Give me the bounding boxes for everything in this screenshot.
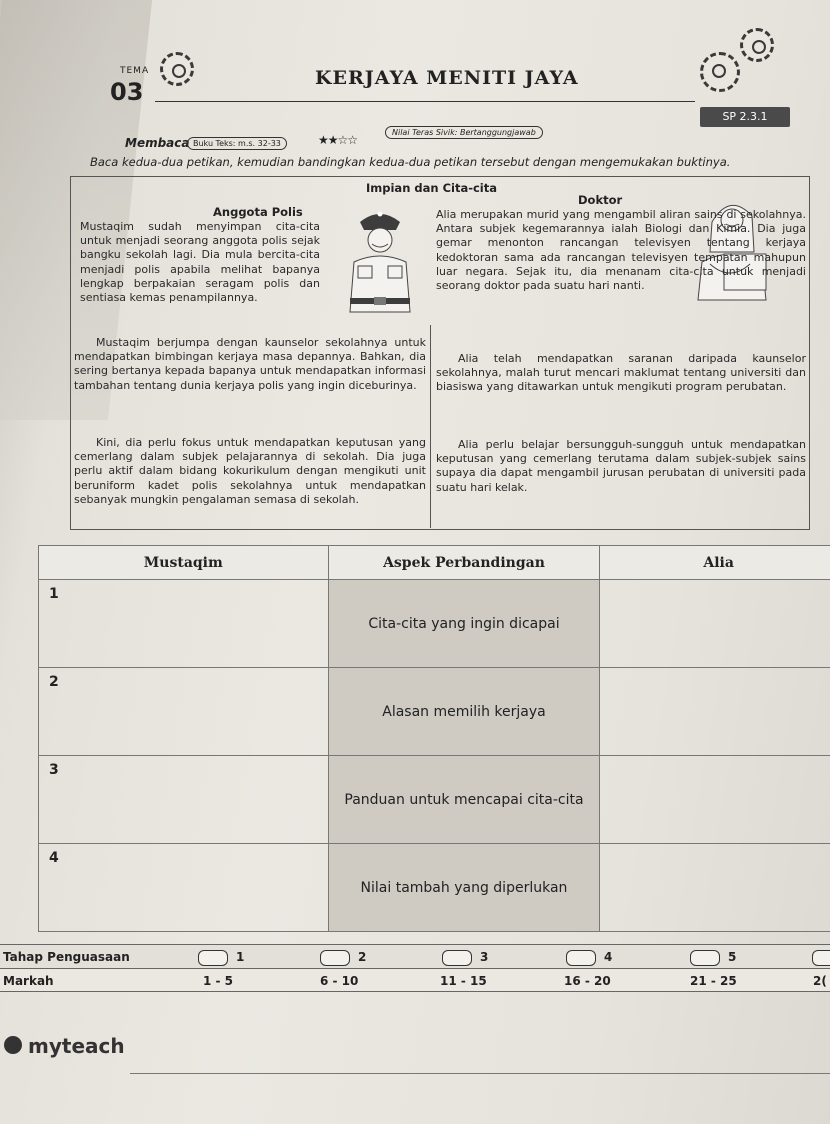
row-number: 4: [49, 850, 59, 866]
aspect-cell: Nilai tambah yang diperlukan: [328, 844, 600, 932]
level-number: 1: [236, 950, 245, 964]
column-divider: [430, 325, 431, 528]
table-row: [39, 668, 830, 756]
column-header-mustaqim: Mustaqim: [39, 546, 329, 580]
mark-range: 21 - 25: [690, 974, 737, 988]
right-paragraph-1: Alia merupakan murid yang mengambil aliran sains di sekolahnya. Antara subjek kegemarannya ialah Biologi dan Kimia. Dia juga gemar menonton rancangan televisyen tentang kerjaya kedoktoran sama ada rancangan televisyen tempatan mahupun luar negara. Sejak itu, dia menanam cita-cita untuk menjadi seorang doktor pada suatu hari nanti.: [436, 208, 806, 293]
left-paragraph-3: Kini, dia perlu fokus untuk mendapatkan keputusan yang cemerlang dalam subjek pelajarannya di sekolah. Dia juga perlu aktif dalam bidang kokurikulum dengan mengikuti unit beruniform kadet polis sekolahnya untuk mendapatkan sebanyak mungkin pengalaman semasa di sekolah.: [74, 436, 426, 506]
aspect-cell: Alasan memilih kerjaya: [328, 668, 600, 756]
mark-range: 11 - 15: [440, 974, 487, 988]
answer-cell-alia-3[interactable]: [600, 756, 830, 844]
tahap-row: [0, 944, 830, 968]
difficulty-stars-icon: ★★☆☆: [318, 133, 358, 147]
level-checkbox-3[interactable]: [442, 950, 472, 966]
tahap-label: Tahap Penguasaan: [3, 950, 130, 964]
column-header-aspect: Aspek Perbandingan: [328, 546, 600, 580]
instruction-text: Baca kedua-dua petikan, kemudian bandingkan kedua-dua petikan tersebut dengan mengemukakan buktinya.: [90, 155, 731, 169]
gear-icon: [160, 52, 194, 86]
answer-cell-alia-4[interactable]: [600, 844, 830, 932]
level-number: 5: [728, 950, 737, 964]
mark-range: 2(: [813, 974, 827, 988]
answer-cell-alia-2[interactable]: [600, 668, 830, 756]
mark-range: 16 - 20: [564, 974, 611, 988]
gear-icon: [740, 28, 774, 62]
answer-cell-mustaqim-1[interactable]: [39, 580, 329, 668]
mastery-level-strip: [0, 944, 830, 992]
level-checkbox-2[interactable]: [320, 950, 350, 966]
tema-number: 03: [110, 78, 144, 106]
answer-cell-mustaqim-4[interactable]: [39, 844, 329, 932]
tema-label: TEMA: [120, 66, 150, 76]
footer-rule: [130, 1073, 830, 1074]
column-header-alia: Alia: [600, 546, 830, 580]
level-checkbox-1[interactable]: [198, 950, 228, 966]
answer-cell-alia-1[interactable]: [600, 580, 830, 668]
table-row: [39, 756, 830, 844]
table-row: [39, 844, 830, 932]
logo-dot-icon: [4, 1036, 22, 1054]
page-title: KERJAYA MENITI JAYA: [315, 67, 579, 89]
myteach-logo: [10, 1034, 125, 1058]
level-checkbox-5[interactable]: [690, 950, 720, 966]
level-number: 3: [480, 950, 489, 964]
answer-cell-mustaqim-2[interactable]: [39, 668, 329, 756]
gear-icon: [700, 52, 740, 92]
row-number: 1: [49, 586, 59, 602]
sp-code-badge: SP 2.3.1: [700, 107, 790, 127]
level-checkbox-4[interactable]: [566, 950, 596, 966]
buku-teks-tag: Buku Teks: m.s. 32-33: [187, 137, 287, 150]
logo-text: myteach: [28, 1034, 125, 1058]
right-passage-title: Doktor: [578, 193, 623, 207]
header-rule: [155, 101, 695, 102]
answer-cell-mustaqim-3[interactable]: [39, 756, 329, 844]
table-row: [39, 580, 830, 668]
row-number: 2: [49, 674, 59, 690]
police-officer-illustration: [330, 200, 430, 325]
markah-row: [0, 968, 830, 992]
mark-range: 1 - 5: [203, 974, 234, 988]
nilai-tag: Nilai Teras Sivik: Bertanggungjawab: [385, 126, 543, 139]
aspect-cell: Panduan untuk mencapai cita-cita: [328, 756, 600, 844]
row-number: 3: [49, 762, 59, 778]
level-number: 4: [604, 950, 613, 964]
aspect-cell: Cita-cita yang ingin dicapai: [328, 580, 600, 668]
comparison-table: [38, 545, 830, 932]
right-paragraph-2: Alia telah mendapatkan saranan daripada kaunselor sekolahnya, malah turut mencari maklumat tentang universiti dan biasiswa yang ditawarkan untuk mengikuti program perubatan.: [436, 352, 806, 394]
passage-main-title: Impian dan Cita-cita: [366, 181, 497, 195]
left-paragraph-2: Mustaqim berjumpa dengan kaunselor sekolahnya untuk mendapatkan bimbingan kerjaya masa depannya. Bahkan, dia sering bertanya kepada bapanya untuk mendapatkan informasi tambahan tentang dunia kerjaya polis yang ingin diceburinya.: [74, 336, 426, 392]
level-number: 2: [358, 950, 367, 964]
level-checkbox-6[interactable]: [812, 950, 830, 966]
membaca-label: Membaca: [125, 136, 190, 150]
markah-label: Markah: [3, 974, 54, 988]
right-paragraph-3: Alia perlu belajar bersungguh-sungguh untuk mendapatkan keputusan yang cemerlang terutama dalam subjek-subjek sains supaya dia dapat mengambil jurusan perubatan di universiti pada suatu hari kelak.: [436, 438, 806, 494]
mark-range: 6 - 10: [320, 974, 359, 988]
left-passage-title: Anggota Polis: [213, 205, 303, 219]
left-paragraph-1: Mustaqim sudah menyimpan cita-cita untuk menjadi seorang anggota polis sejak bangku sekolah lagi. Dia mula bercita-cita menjadi polis apabila melihat bapanya lengkap berpakaian seragam polis dan sentiasa kemas penampilannya.: [80, 220, 320, 305]
